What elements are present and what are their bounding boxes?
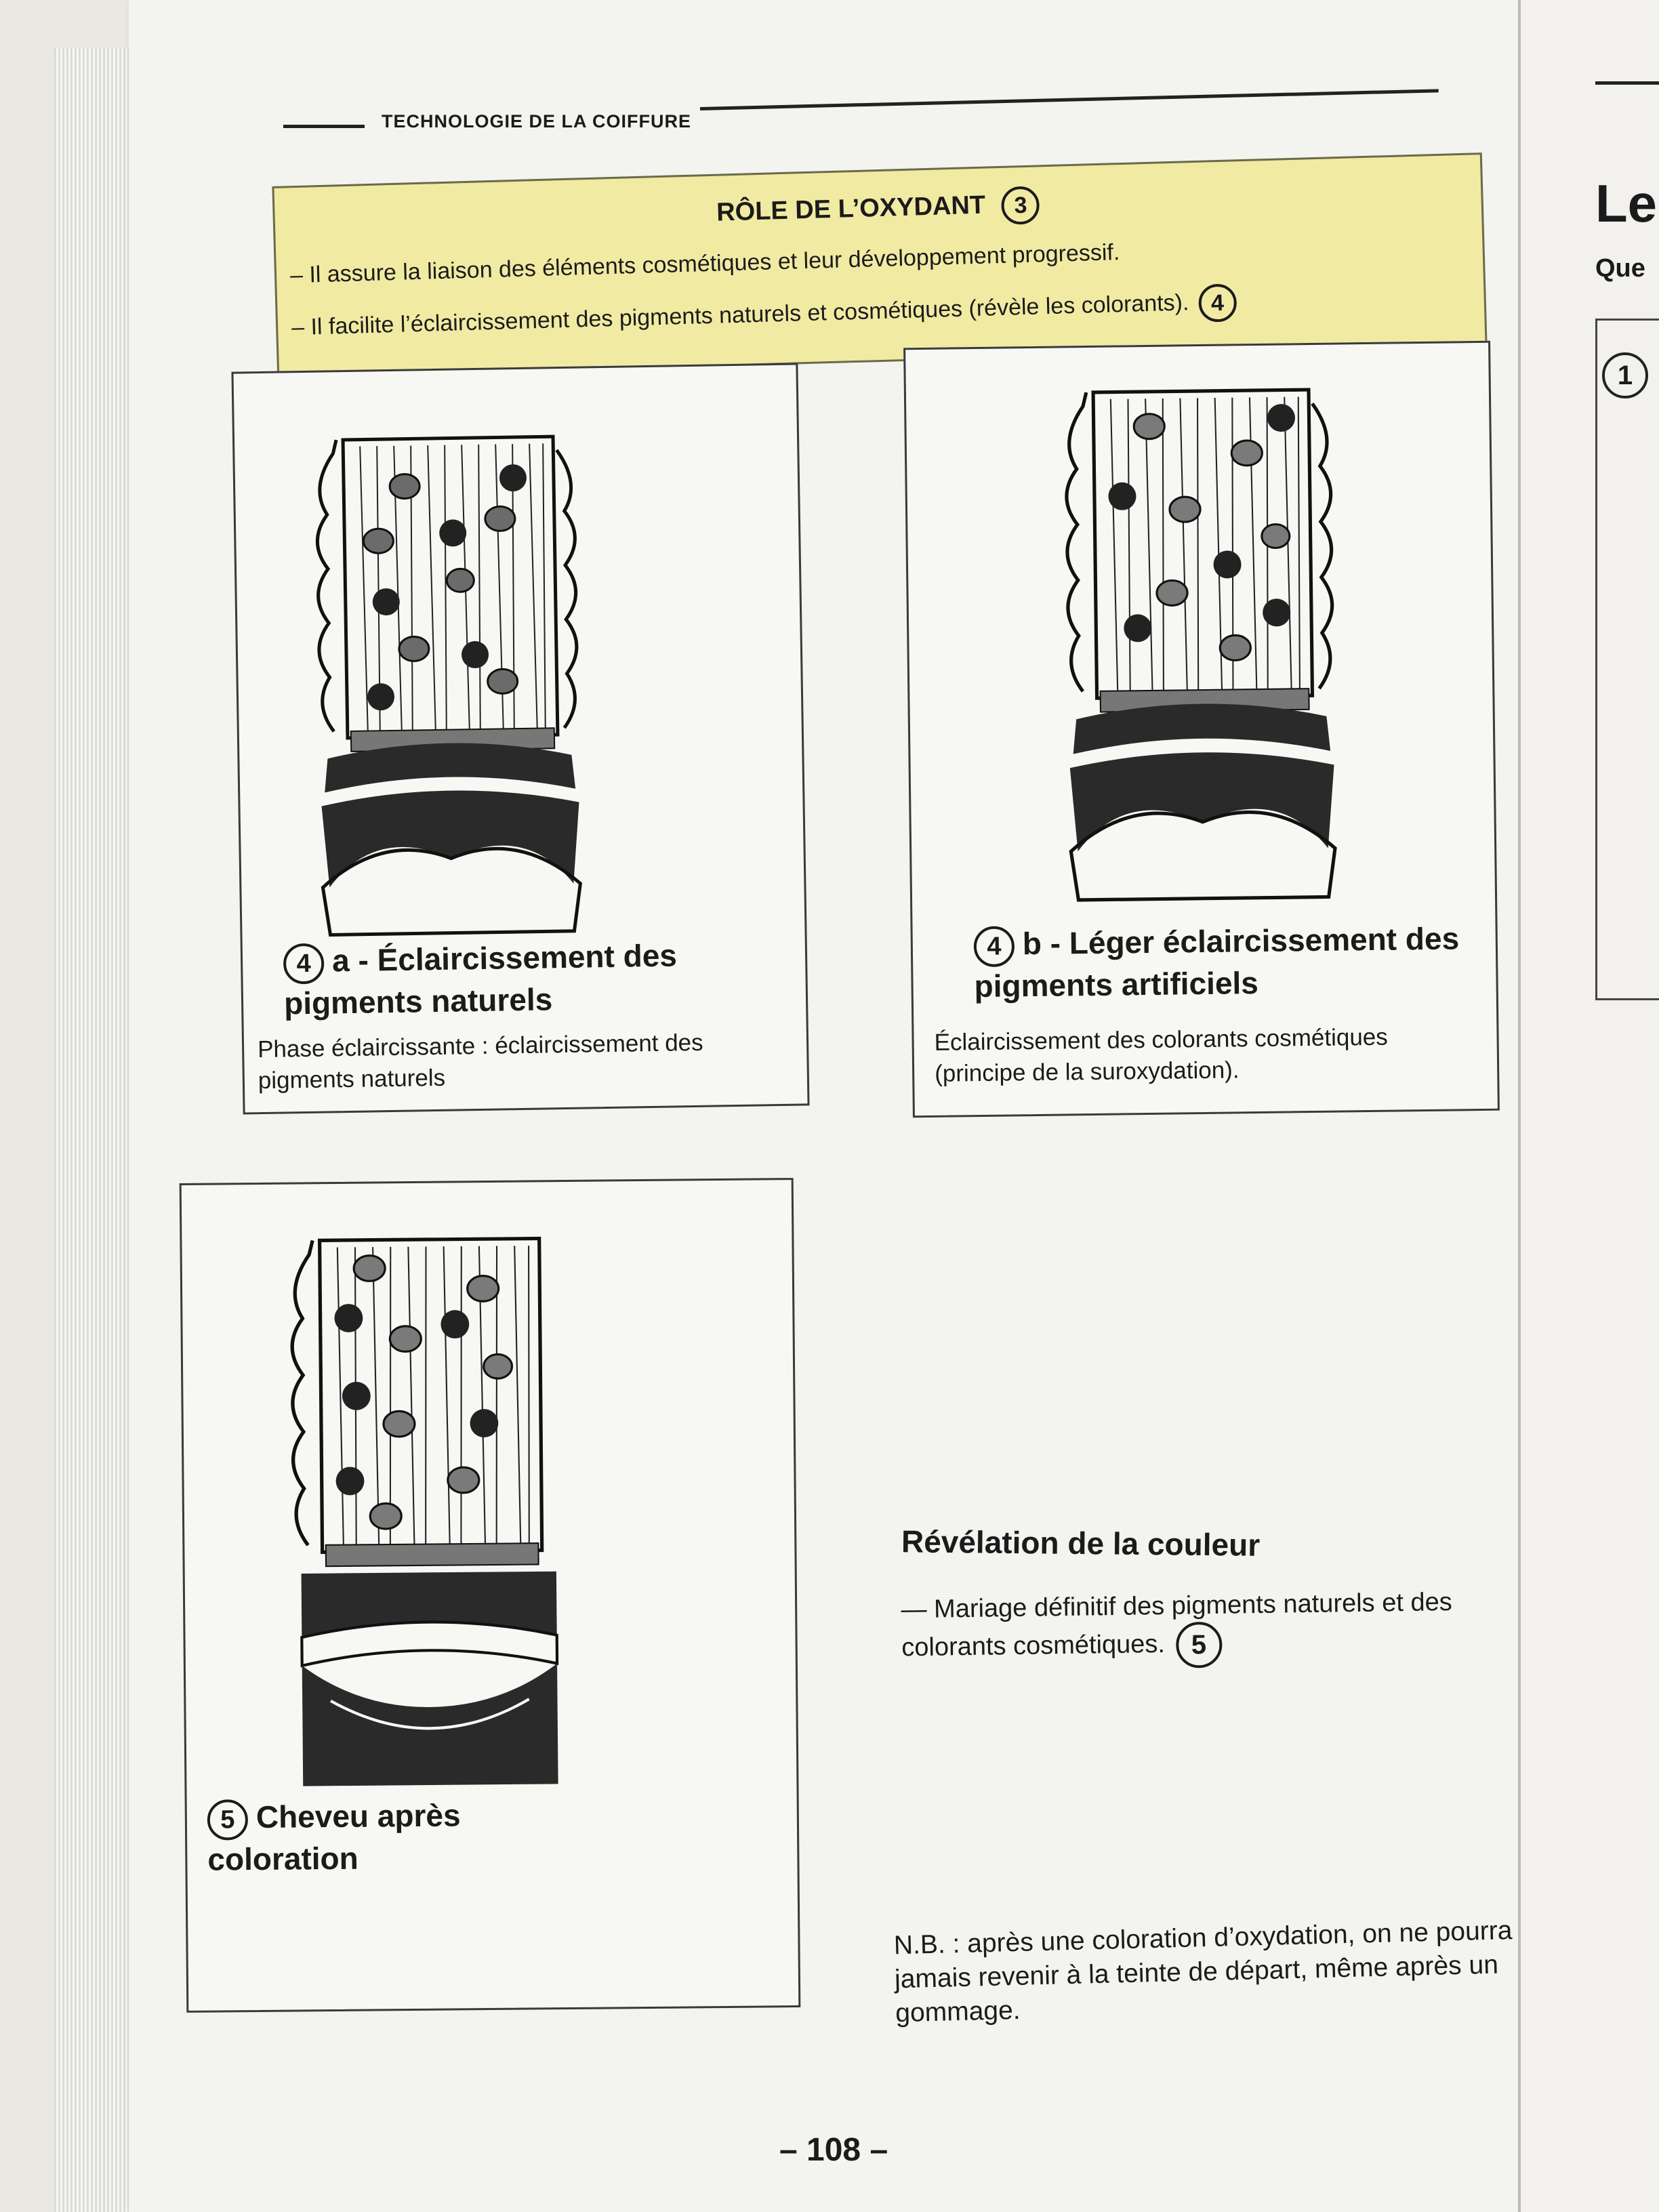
callout-bullet-1: [290, 239, 1120, 289]
revelation-text: [901, 1585, 1519, 1673]
panel-b-ref: 4: [974, 926, 1015, 967]
revelation-text-body: — Mariage définitif des pigments naturels et des colorants cosmétiques.: [901, 1588, 1452, 1662]
callout-bullet-2: [291, 283, 1237, 348]
facing-page-subtitle: Que: [1595, 254, 1645, 283]
panel-c-ref: 5: [207, 1799, 249, 1841]
panel-b-description: Éclaircissement des colorants cosmétiques (principe de la suroxydation).: [934, 1023, 1388, 1087]
hair-cross-section-illustration-b: [1041, 361, 1359, 907]
callout-bullet-2-text: – Il facilite l’éclaircissement des pigments naturels et cosmétiques (révèle les colorants).: [291, 289, 1189, 341]
panel-a-caption-text: a - Éclaircissement des pigments naturels: [283, 937, 678, 1021]
facing-page: [1518, 0, 1659, 2212]
panel-a-ref: 4: [283, 943, 325, 984]
revelation-ref: 5: [1176, 1622, 1223, 1668]
running-head-text: TECHNOLOGIE DE LA COIFFURE: [382, 111, 691, 131]
panel-hair-after-coloring: [180, 1178, 801, 2013]
facing-page-box: [1595, 319, 1659, 1000]
callout-bullet-2-ref: 4: [1198, 283, 1237, 323]
callout-title-ref: 3: [1001, 186, 1040, 225]
panel-c-caption: [207, 1795, 560, 1878]
running-head: [283, 92, 1476, 133]
panel-c-caption-text: Cheveu après coloration: [207, 1797, 461, 1877]
panel-b-caption: [974, 919, 1476, 1005]
panel-b-caption-text: b - Léger éclaircissement des pigments artificiels: [974, 920, 1460, 1004]
running-head-rule: [700, 89, 1439, 110]
hair-cross-section-illustration-a: [295, 409, 601, 942]
page-number: – 108 –: [779, 2132, 888, 2168]
hair-cross-section-illustration-c: [270, 1209, 586, 1795]
panel-a-caption: [283, 935, 759, 1023]
callout-bullet-1-text: – Il assure la liaison des éléments cosmétiques et leur développement progressif.: [289, 239, 1120, 289]
revelation-title: Révélation de la couleur: [901, 1523, 1261, 1563]
callout-title-text: RÔLE DE L’OXYDANT: [716, 190, 986, 227]
panel-natural-lightening: [231, 363, 809, 1115]
callout-title: [274, 173, 1481, 245]
running-head-dash: [283, 125, 365, 128]
facing-page-ref-number: 1: [1602, 352, 1648, 398]
facing-page-title: Le: [1595, 173, 1658, 233]
nb-note: N.B. : après une coloration d’oxydation, on ne pourra jamais revenir à la teinte de départ, même après un gommage.: [893, 1916, 1513, 2028]
facing-page-rule: [1595, 81, 1659, 85]
panel-a-description: Phase éclaircissante : éclaircissement des pigments naturels: [257, 1029, 703, 1094]
panel-artificial-lightening: [903, 341, 1500, 1118]
